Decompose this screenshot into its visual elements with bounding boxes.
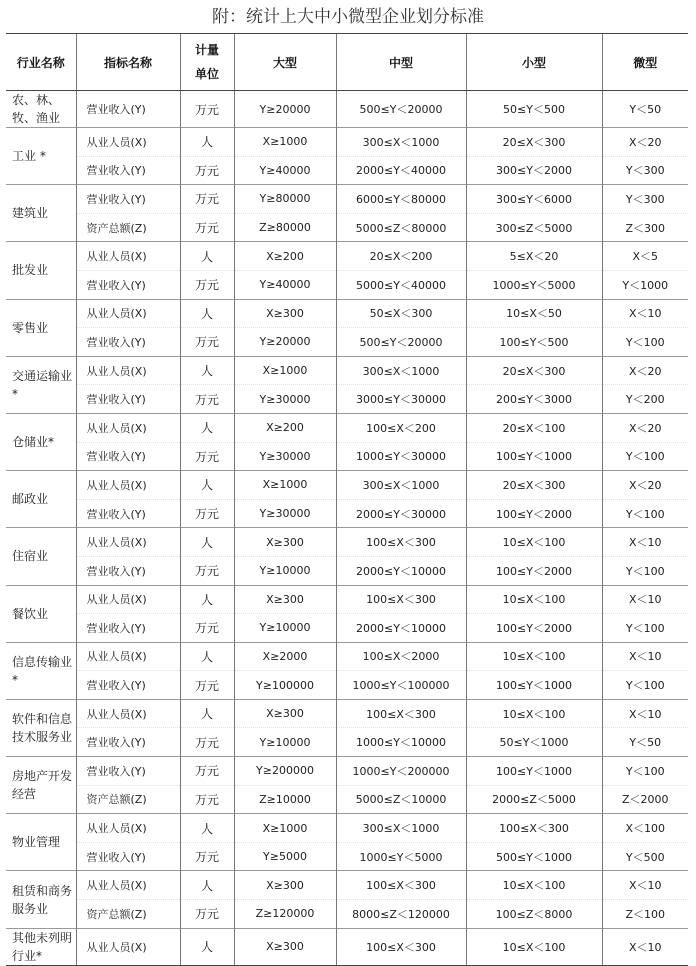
indicator-name: 从业人员(X) xyxy=(76,471,180,500)
unit-cell: 人 xyxy=(180,928,234,965)
medium-threshold: 5000≤Z＜80000 xyxy=(336,213,466,242)
table-row xyxy=(6,442,688,471)
small-threshold: 100≤Y＜500 xyxy=(466,328,602,357)
small-threshold: 100≤X＜300 xyxy=(466,814,602,843)
micro-threshold: Y＜100 xyxy=(602,442,688,471)
indicator-name: 营业收入(Y) xyxy=(76,270,180,299)
small-threshold: 100≤Y＜1000 xyxy=(466,757,602,786)
table-row xyxy=(6,471,688,500)
medium-threshold: 500≤Y＜20000 xyxy=(336,91,466,128)
large-threshold: Z≥80000 xyxy=(234,213,336,242)
unit-cell: 人 xyxy=(180,356,234,385)
table-row xyxy=(6,614,688,643)
table-row xyxy=(6,328,688,357)
header-micro: 微型 xyxy=(602,34,688,91)
table-row xyxy=(6,785,688,814)
unit-cell: 万元 xyxy=(180,728,234,757)
micro-threshold: Y＜100 xyxy=(602,671,688,700)
unit-cell: 万元 xyxy=(180,842,234,871)
watermark xyxy=(2,930,6,943)
micro-threshold: Z＜300 xyxy=(602,213,688,242)
medium-threshold: 5000≤Y＜40000 xyxy=(336,270,466,299)
large-threshold: Y≥10000 xyxy=(234,614,336,643)
small-threshold: 300≤Y＜6000 xyxy=(466,185,602,214)
indicator-name: 营业收入(Y) xyxy=(76,842,180,871)
table-row xyxy=(6,757,688,786)
unit-cell: 万元 xyxy=(180,270,234,299)
unit-cell: 人 xyxy=(180,528,234,557)
medium-threshold: 2000≤Y＜10000 xyxy=(336,614,466,643)
indicator-name: 资产总额(Z) xyxy=(76,213,180,242)
indicator-name: 从业人员(X) xyxy=(76,128,180,157)
large-threshold: X≥300 xyxy=(234,299,336,328)
micro-threshold: X＜20 xyxy=(602,471,688,500)
medium-threshold: 3000≤Y＜30000 xyxy=(336,385,466,414)
micro-threshold: Y＜100 xyxy=(602,556,688,585)
small-threshold: 10≤X＜100 xyxy=(466,528,602,557)
large-threshold: Y≥10000 xyxy=(234,728,336,757)
small-threshold: 2000≤Z＜5000 xyxy=(466,785,602,814)
large-threshold: Z≥120000 xyxy=(234,900,336,929)
unit-cell: 万元 xyxy=(180,671,234,700)
unit-cell: 万元 xyxy=(180,156,234,185)
indicator-name: 从业人员(X) xyxy=(76,299,180,328)
medium-threshold: 300≤X＜1000 xyxy=(336,471,466,500)
small-threshold: 50≤Y＜1000 xyxy=(466,728,602,757)
unit-cell: 人 xyxy=(180,642,234,671)
industry-name: 批发业 xyxy=(6,242,76,299)
indicator-name: 从业人员(X) xyxy=(76,814,180,843)
medium-threshold: 300≤X＜1000 xyxy=(336,356,466,385)
table-header-row xyxy=(6,34,688,91)
indicator-name: 营业收入(Y) xyxy=(76,185,180,214)
small-threshold: 300≤Z＜5000 xyxy=(466,213,602,242)
table-row xyxy=(6,91,688,128)
table-row xyxy=(6,871,688,900)
header-unit-line2: 单位 xyxy=(194,67,219,81)
unit-cell: 人 xyxy=(180,299,234,328)
table-row xyxy=(6,413,688,442)
industry-name: 餐饮业 xyxy=(6,585,76,642)
industry-name: 建筑业 xyxy=(6,185,76,242)
indicator-name: 从业人员(X) xyxy=(76,642,180,671)
small-threshold: 10≤X＜100 xyxy=(466,642,602,671)
indicator-name: 营业收入(Y) xyxy=(76,671,180,700)
large-threshold: X≥200 xyxy=(234,242,336,271)
unit-cell: 万元 xyxy=(180,556,234,585)
indicator-name: 营业收入(Y) xyxy=(76,156,180,185)
table-row xyxy=(6,556,688,585)
unit-cell: 人 xyxy=(180,585,234,614)
unit-cell: 万元 xyxy=(180,185,234,214)
industry-name: 房地产开发经营 xyxy=(6,757,76,814)
micro-threshold: Y＜500 xyxy=(602,842,688,871)
table-row xyxy=(6,699,688,728)
indicator-name: 从业人员(X) xyxy=(76,699,180,728)
industry-name: 仓储业* xyxy=(6,413,76,470)
small-threshold: 20≤X＜300 xyxy=(466,128,602,157)
small-threshold: 500≤Y＜1000 xyxy=(466,842,602,871)
indicator-name: 营业收入(Y) xyxy=(76,728,180,757)
unit-cell: 万元 xyxy=(180,328,234,357)
micro-threshold: Z＜2000 xyxy=(602,785,688,814)
micro-threshold: X＜10 xyxy=(602,871,688,900)
micro-threshold: X＜10 xyxy=(602,528,688,557)
small-threshold: 20≤X＜100 xyxy=(466,413,602,442)
large-threshold: Y≥40000 xyxy=(234,156,336,185)
large-threshold: Y≥5000 xyxy=(234,842,336,871)
indicator-name: 营业收入(Y) xyxy=(76,91,180,128)
header-large: 大型 xyxy=(234,34,336,91)
large-threshold: X≥300 xyxy=(234,528,336,557)
page-title: 附：统计上大中小微型企业划分标准 xyxy=(212,7,484,27)
indicator-name: 从业人员(X) xyxy=(76,528,180,557)
medium-threshold: 8000≤Z＜120000 xyxy=(336,900,466,929)
industry-name: 租赁和商务服务业 xyxy=(6,871,76,928)
medium-threshold: 300≤X＜1000 xyxy=(336,128,466,157)
unit-cell: 万元 xyxy=(180,785,234,814)
micro-threshold: Y＜300 xyxy=(602,185,688,214)
indicator-name: 营业收入(Y) xyxy=(76,757,180,786)
micro-threshold: Y＜1000 xyxy=(602,270,688,299)
micro-threshold: Y＜300 xyxy=(602,156,688,185)
table-row xyxy=(6,213,688,242)
large-threshold: X≥300 xyxy=(234,585,336,614)
large-threshold: X≥300 xyxy=(234,871,336,900)
small-threshold: 100≤Y＜2000 xyxy=(466,499,602,528)
large-threshold: Y≥100000 xyxy=(234,671,336,700)
table-row xyxy=(6,299,688,328)
small-threshold: 100≤Z＜8000 xyxy=(466,900,602,929)
micro-threshold: Y＜100 xyxy=(602,757,688,786)
medium-threshold: 300≤X＜1000 xyxy=(336,814,466,843)
medium-threshold: 2000≤Y＜40000 xyxy=(336,156,466,185)
table-row xyxy=(6,900,688,929)
medium-threshold: 1000≤Y＜100000 xyxy=(336,671,466,700)
medium-threshold: 1000≤Y＜30000 xyxy=(336,442,466,471)
unit-cell: 万元 xyxy=(180,442,234,471)
large-threshold: X≥300 xyxy=(234,928,336,965)
small-threshold: 100≤Y＜1000 xyxy=(466,442,602,471)
indicator-name: 营业收入(Y) xyxy=(76,385,180,414)
unit-cell: 万元 xyxy=(180,614,234,643)
table-row xyxy=(6,270,688,299)
enterprise-size-table xyxy=(6,33,688,966)
large-threshold: Y≥30000 xyxy=(234,499,336,528)
small-threshold: 10≤X＜100 xyxy=(466,928,602,965)
indicator-name: 从业人员(X) xyxy=(76,413,180,442)
unit-cell: 万元 xyxy=(180,91,234,128)
header-small: 小型 xyxy=(466,34,602,91)
medium-threshold: 2000≤Y＜30000 xyxy=(336,499,466,528)
large-threshold: X≥1000 xyxy=(234,128,336,157)
table-row xyxy=(6,842,688,871)
table-row xyxy=(6,128,688,157)
small-threshold: 10≤X＜50 xyxy=(466,299,602,328)
medium-threshold: 50≤X＜300 xyxy=(336,299,466,328)
unit-cell: 万元 xyxy=(180,213,234,242)
table-row xyxy=(6,928,688,965)
large-threshold: Y≥30000 xyxy=(234,385,336,414)
industry-name: 住宿业 xyxy=(6,528,76,585)
medium-threshold: 100≤X＜200 xyxy=(336,413,466,442)
large-threshold: X≥300 xyxy=(234,699,336,728)
industry-name: 农、林、牧、渔业 xyxy=(6,91,76,128)
medium-threshold: 100≤X＜300 xyxy=(336,928,466,965)
medium-threshold: 100≤X＜300 xyxy=(336,528,466,557)
industry-name: 其他未列明行业* xyxy=(6,928,76,965)
micro-threshold: X＜10 xyxy=(602,299,688,328)
table-row xyxy=(6,499,688,528)
large-threshold: X≥1000 xyxy=(234,471,336,500)
small-threshold: 20≤X＜300 xyxy=(466,471,602,500)
medium-threshold: 6000≤Y＜80000 xyxy=(336,185,466,214)
large-threshold: X≥200 xyxy=(234,413,336,442)
large-threshold: Y≥200000 xyxy=(234,757,336,786)
medium-threshold: 100≤X＜300 xyxy=(336,585,466,614)
industry-name: 软件和信息技术服务业 xyxy=(6,699,76,756)
small-threshold: 10≤X＜100 xyxy=(466,585,602,614)
header-medium: 中型 xyxy=(336,34,466,91)
unit-cell: 人 xyxy=(180,128,234,157)
industry-name: 物业管理 xyxy=(6,814,76,871)
micro-threshold: Y＜100 xyxy=(602,328,688,357)
unit-cell: 万元 xyxy=(180,757,234,786)
unit-cell: 人 xyxy=(180,471,234,500)
unit-cell: 万元 xyxy=(180,385,234,414)
unit-cell: 万元 xyxy=(180,900,234,929)
industry-name: 工业 * xyxy=(6,128,76,185)
indicator-name: 营业收入(Y) xyxy=(76,499,180,528)
header-indicator: 指标名称 xyxy=(76,34,180,91)
indicator-name: 从业人员(X) xyxy=(76,356,180,385)
medium-threshold: 1000≤Y＜5000 xyxy=(336,842,466,871)
large-threshold: Y≥30000 xyxy=(234,442,336,471)
unit-cell: 人 xyxy=(180,413,234,442)
micro-threshold: Y＜200 xyxy=(602,385,688,414)
micro-threshold: X＜10 xyxy=(602,585,688,614)
table-row xyxy=(6,385,688,414)
small-threshold: 50≤Y＜500 xyxy=(466,91,602,128)
indicator-name: 营业收入(Y) xyxy=(76,328,180,357)
indicator-name: 营业收入(Y) xyxy=(76,614,180,643)
micro-threshold: X＜10 xyxy=(602,928,688,965)
unit-cell: 人 xyxy=(180,814,234,843)
medium-threshold: 100≤X＜300 xyxy=(336,871,466,900)
medium-threshold: 100≤X＜300 xyxy=(336,699,466,728)
unit-cell: 人 xyxy=(180,699,234,728)
large-threshold: Y≥20000 xyxy=(234,91,336,128)
medium-threshold: 5000≤Z＜10000 xyxy=(336,785,466,814)
large-threshold: X≥1000 xyxy=(234,814,336,843)
micro-threshold: Y＜50 xyxy=(602,728,688,757)
large-threshold: Y≥10000 xyxy=(234,556,336,585)
large-threshold: Y≥80000 xyxy=(234,185,336,214)
table-row xyxy=(6,528,688,557)
table-row xyxy=(6,642,688,671)
micro-threshold: X＜10 xyxy=(602,699,688,728)
micro-threshold: Y＜100 xyxy=(602,614,688,643)
unit-cell: 万元 xyxy=(180,499,234,528)
medium-threshold: 100≤X＜2000 xyxy=(336,642,466,671)
small-threshold: 200≤Y＜3000 xyxy=(466,385,602,414)
small-threshold: 5≤X＜20 xyxy=(466,242,602,271)
table-row xyxy=(6,585,688,614)
header-unit xyxy=(180,34,234,91)
small-threshold: 20≤X＜300 xyxy=(466,356,602,385)
indicator-name: 从业人员(X) xyxy=(76,871,180,900)
large-threshold: X≥2000 xyxy=(234,642,336,671)
indicator-name: 营业收入(Y) xyxy=(76,442,180,471)
industry-name: 邮政业 xyxy=(6,471,76,528)
medium-threshold: 20≤X＜200 xyxy=(336,242,466,271)
indicator-name: 资产总额(Z) xyxy=(76,785,180,814)
small-threshold: 1000≤Y＜5000 xyxy=(466,270,602,299)
table-row xyxy=(6,356,688,385)
table-row xyxy=(6,814,688,843)
table-row xyxy=(6,242,688,271)
industry-name: 交通运输业 * xyxy=(6,356,76,413)
unit-cell: 人 xyxy=(180,871,234,900)
table-row xyxy=(6,185,688,214)
table-row xyxy=(6,156,688,185)
industry-name: 零售业 xyxy=(6,299,76,356)
indicator-name: 营业收入(Y) xyxy=(76,556,180,585)
header-industry: 行业名称 xyxy=(6,34,76,91)
micro-threshold: X＜20 xyxy=(602,413,688,442)
micro-threshold: X＜20 xyxy=(602,128,688,157)
small-threshold: 10≤X＜100 xyxy=(466,699,602,728)
micro-threshold: Y＜100 xyxy=(602,499,688,528)
indicator-name: 从业人员(X) xyxy=(76,928,180,965)
large-threshold: X≥1000 xyxy=(234,356,336,385)
medium-threshold: 2000≤Y＜10000 xyxy=(336,556,466,585)
large-threshold: Y≥20000 xyxy=(234,328,336,357)
indicator-name: 资产总额(Z) xyxy=(76,900,180,929)
micro-threshold: Z＜100 xyxy=(602,900,688,929)
micro-threshold: X＜5 xyxy=(602,242,688,271)
micro-threshold: X＜20 xyxy=(602,356,688,385)
medium-threshold: 1000≤Y＜10000 xyxy=(336,728,466,757)
small-threshold: 100≤Y＜1000 xyxy=(466,671,602,700)
industry-name: 信息传输业 * xyxy=(6,642,76,699)
small-threshold: 100≤Y＜2000 xyxy=(466,614,602,643)
header-unit-line1: 计量 xyxy=(194,43,219,57)
table-row xyxy=(6,728,688,757)
unit-cell: 人 xyxy=(180,242,234,271)
micro-threshold: Y＜50 xyxy=(602,91,688,128)
indicator-name: 从业人员(X) xyxy=(76,585,180,614)
micro-threshold: X＜100 xyxy=(602,814,688,843)
micro-threshold: X＜10 xyxy=(602,642,688,671)
medium-threshold: 500≤Y＜20000 xyxy=(336,328,466,357)
table-row xyxy=(6,671,688,700)
medium-threshold: 1000≤Y＜200000 xyxy=(336,757,466,786)
small-threshold: 100≤Y＜2000 xyxy=(466,556,602,585)
small-threshold: 10≤X＜100 xyxy=(466,871,602,900)
indicator-name: 从业人员(X) xyxy=(76,242,180,271)
large-threshold: Y≥40000 xyxy=(234,270,336,299)
small-threshold: 300≤Y＜2000 xyxy=(466,156,602,185)
large-threshold: Z≥10000 xyxy=(234,785,336,814)
